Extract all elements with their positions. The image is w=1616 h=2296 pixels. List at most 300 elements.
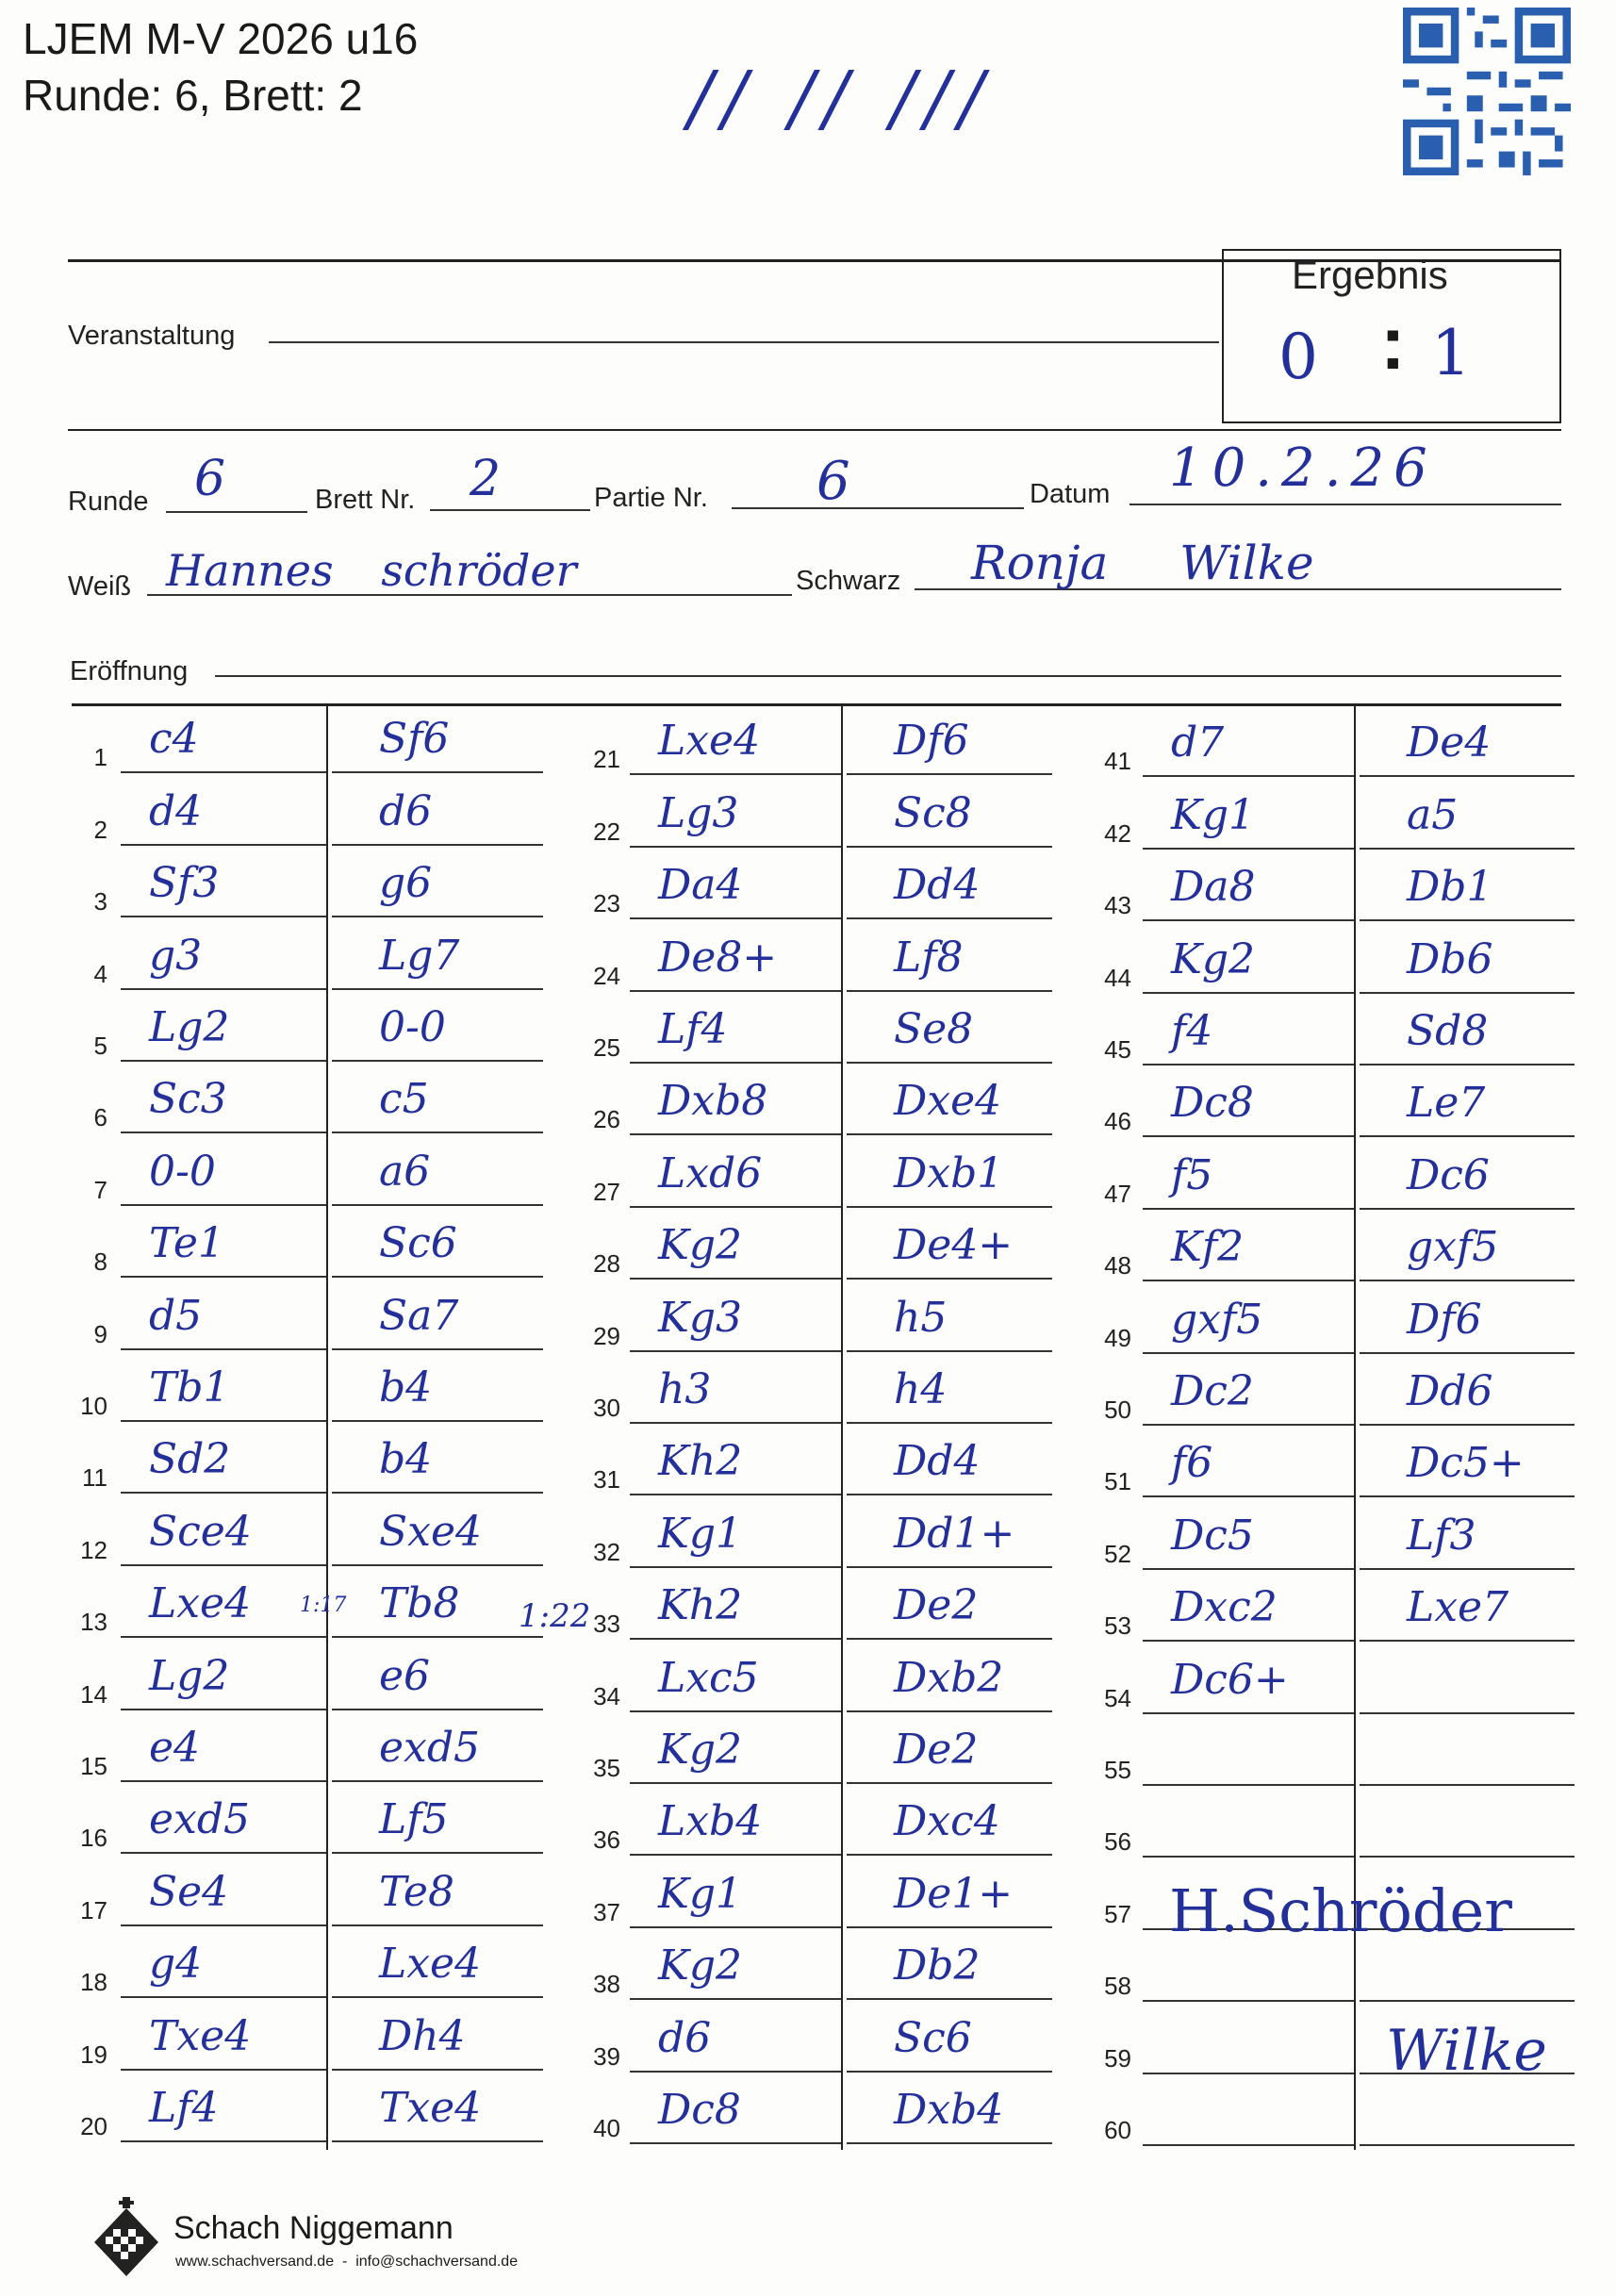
black-move-line <box>332 771 543 773</box>
move-number: 30 <box>593 1394 620 1422</box>
black-move-line <box>847 990 1052 992</box>
partie-value: 6 <box>816 451 850 512</box>
white-move-line <box>121 1131 326 1133</box>
black-move-line <box>1360 992 1575 994</box>
partie-line <box>732 507 1024 509</box>
white-move-line <box>630 1278 841 1280</box>
white-move-line <box>630 917 841 919</box>
black-move: Te8 <box>379 1867 454 1916</box>
move-number: 25 <box>593 1033 620 1062</box>
black-move-line <box>1360 775 1575 777</box>
black-move: Dxb4 <box>894 2086 1004 2134</box>
move-number: 46 <box>1104 1107 1131 1136</box>
black-move-line <box>332 1924 543 1926</box>
black-move: Txe4 <box>379 2084 482 2132</box>
datum-line <box>1130 504 1561 505</box>
move-number: 59 <box>1104 2043 1131 2073</box>
tally-marks: // // /// <box>688 57 994 141</box>
white-move-line <box>121 1204 326 1206</box>
black-move-line <box>332 988 543 990</box>
move-number: 35 <box>593 1754 620 1782</box>
white-move: Kg2 <box>658 1221 743 1270</box>
black-move-line <box>847 1638 1052 1640</box>
white-move-line <box>630 1422 841 1424</box>
black-move: De1+ <box>894 1869 1014 1918</box>
move-number: 4 <box>93 959 107 988</box>
black-move-line <box>847 1133 1052 1135</box>
black-move-line <box>332 1564 543 1566</box>
result-white: 0 <box>1278 321 1318 393</box>
white-move: Dxc2 <box>1171 1583 1278 1632</box>
move-number: 44 <box>1104 963 1131 992</box>
brett-label: Brett Nr. <box>315 485 416 515</box>
move-number: 3 <box>93 887 107 917</box>
white-move: Kg1 <box>658 1509 743 1558</box>
black-move: Dxc4 <box>894 1797 1000 1846</box>
white-move-line <box>630 1638 841 1640</box>
eroeffnung-line <box>215 675 1561 677</box>
move-number: 2 <box>93 815 107 844</box>
white-move-line <box>121 1564 326 1566</box>
white-move: Lxe4 <box>149 1579 252 1628</box>
white-move-line <box>1143 2000 1354 2002</box>
black-move-line <box>1360 1856 1575 1858</box>
white-move: g4 <box>149 1940 203 1989</box>
move-number: 41 <box>1104 747 1131 776</box>
black-move: Dc5+ <box>1407 1439 1525 1488</box>
white-move-line <box>121 988 326 990</box>
white-move-line <box>630 1926 841 1928</box>
black-move-line <box>332 1852 543 1854</box>
move-number: 13 <box>80 1608 107 1637</box>
black-move: Dd6 <box>1407 1367 1493 1415</box>
runde-line <box>166 511 307 513</box>
runde-value: 6 <box>194 451 226 507</box>
white-move: Kg2 <box>658 1726 743 1774</box>
black-move: gxf5 <box>1407 1223 1499 1272</box>
move-number: 23 <box>593 889 620 918</box>
move-number: 5 <box>93 1032 107 1060</box>
black-move: b4 <box>379 1435 433 1484</box>
black-move-line <box>847 2142 1052 2144</box>
black-move-line <box>847 1782 1052 1784</box>
runde-label: Runde <box>68 487 149 517</box>
schwarz-label: Schwarz <box>796 566 901 596</box>
black-move: Dxb1 <box>894 1148 1004 1198</box>
white-move: f6 <box>1171 1439 1213 1488</box>
white-move: Dc5 <box>1171 1511 1254 1560</box>
white-move: g3 <box>149 931 203 980</box>
black-move: Db6 <box>1407 934 1493 983</box>
black-move: De4+ <box>894 1221 1014 1270</box>
move-number: 18 <box>80 1968 107 1997</box>
move-number: 29 <box>593 1321 620 1350</box>
black-move-line <box>332 2140 543 2142</box>
black-move: Sf6 <box>379 715 450 764</box>
qr-code-icon <box>1403 8 1571 175</box>
black-move: Lf8 <box>894 933 964 982</box>
move-number: 34 <box>593 1681 620 1710</box>
white-move-line <box>121 844 326 846</box>
chess-board-logo-icon <box>91 2197 162 2278</box>
move-number: 26 <box>593 1105 620 1134</box>
white-move-line <box>121 771 326 773</box>
black-move-line <box>1360 2000 1575 2002</box>
move-number: 14 <box>80 1679 107 1709</box>
move-number: 15 <box>80 1752 107 1780</box>
move-number: 51 <box>1104 1467 1131 1496</box>
black-move: Dd4 <box>894 1437 981 1486</box>
white-move-line <box>1143 848 1354 850</box>
black-move-line <box>847 1278 1052 1280</box>
black-move: Df6 <box>1407 1295 1482 1344</box>
move-number: 28 <box>593 1249 620 1279</box>
black-move: Lg7 <box>379 931 460 980</box>
white-move-line <box>121 1996 326 1998</box>
white-move-line <box>630 1494 841 1495</box>
black-move-line <box>847 917 1052 919</box>
white-move: Da4 <box>658 861 743 910</box>
white-move: Kh2 <box>658 1581 743 1630</box>
white-move: Sc3 <box>149 1075 227 1124</box>
partie-label: Partie Nr. <box>594 483 708 513</box>
black-move-line <box>332 2069 543 2071</box>
white-move-line <box>1143 1784 1354 1786</box>
black-move: h4 <box>894 1365 948 1413</box>
black-move-line <box>332 1131 543 1133</box>
black-move: Lf3 <box>1407 1511 1476 1560</box>
datum-value: 10.2.26 <box>1169 438 1437 499</box>
white-move: Kg2 <box>658 1941 743 1990</box>
white-move: Lf4 <box>658 1005 728 1053</box>
ergebnis-box-left <box>1222 249 1224 423</box>
black-move-line <box>332 1204 543 1206</box>
brett-line <box>430 509 590 511</box>
move-number: 8 <box>93 1247 107 1277</box>
move-number: 10 <box>80 1392 107 1420</box>
white-move-line <box>630 1998 841 2000</box>
schwarz-value: Ronja Wilke <box>971 536 1314 590</box>
black-move-line <box>1360 919 1575 921</box>
white-move-line <box>630 1566 841 1568</box>
move-number: 20 <box>80 2112 107 2140</box>
white-move-line <box>121 1492 326 1494</box>
result-black: 1 <box>1431 317 1471 389</box>
clock-note-black: 1:22 <box>519 1597 591 1635</box>
black-move-line <box>847 1422 1052 1424</box>
move-number: 37 <box>593 1897 620 1926</box>
move-number: 50 <box>1104 1396 1131 1424</box>
white-move: Tb1 <box>149 1363 230 1412</box>
white-move-line <box>121 1924 326 1926</box>
eroeffnung-label: Eröffnung <box>70 656 189 686</box>
move-number: 38 <box>593 1970 620 1999</box>
white-move: Lg2 <box>149 1003 230 1051</box>
move-number: 42 <box>1104 818 1131 848</box>
white-move-line <box>121 1420 326 1422</box>
white-move-line <box>630 990 841 992</box>
black-move-line <box>1360 1568 1575 1570</box>
white-move: Lxe4 <box>658 717 761 766</box>
move-number: 7 <box>93 1175 107 1204</box>
black-move-line <box>847 846 1052 848</box>
footer-brand: Schach Niggemann <box>173 2210 453 2246</box>
black-move: exd5 <box>379 1724 481 1772</box>
move-number: 53 <box>1104 1611 1131 1641</box>
veranstaltung-line <box>269 341 1219 343</box>
black-move-line <box>847 1710 1052 1712</box>
white-move: Dc8 <box>1171 1079 1254 1128</box>
black-move-line <box>1360 848 1575 850</box>
white-move: d7 <box>1171 719 1225 768</box>
event-title: LJEM M-V 2026 u16 <box>23 14 419 63</box>
white-move: Da8 <box>1171 863 1256 912</box>
black-move-line <box>847 1566 1052 1568</box>
white-move: Kf2 <box>1171 1223 1245 1272</box>
black-move-line <box>847 773 1052 775</box>
black-move: Lxe4 <box>379 1940 482 1989</box>
black-move: De2 <box>894 1581 979 1630</box>
move-number: 33 <box>593 1610 620 1639</box>
black-move-line <box>847 1854 1052 1856</box>
white-move: De8+ <box>658 933 778 982</box>
move-number: 47 <box>1104 1179 1131 1208</box>
white-move: Lxc5 <box>658 1653 759 1702</box>
black-move-line <box>1360 1064 1575 1065</box>
ergebnis-box-top <box>1222 249 1561 251</box>
column-divider <box>326 705 328 2150</box>
white-move-line <box>121 1276 326 1278</box>
black-move: a5 <box>1407 790 1459 839</box>
black-move-line <box>847 1206 1052 1208</box>
black-move-line <box>1360 2144 1575 2146</box>
move-number: 19 <box>80 2040 107 2069</box>
white-move: c4 <box>149 715 199 764</box>
white-move-line <box>1143 2144 1354 2146</box>
white-move-line <box>121 1780 326 1782</box>
white-move-line <box>630 1133 841 1135</box>
move-number: 54 <box>1104 1683 1131 1712</box>
black-move: Sc6 <box>379 1219 457 1268</box>
black-move-line <box>332 844 543 846</box>
black-move-line <box>847 2071 1052 2073</box>
black-move: Dd4 <box>894 861 981 910</box>
move-number: 40 <box>593 2114 620 2142</box>
white-move-line <box>630 2142 841 2144</box>
black-move-line <box>332 1636 543 1638</box>
white-move: Dc8 <box>658 2086 741 2134</box>
move-number: 16 <box>80 1824 107 1853</box>
black-move-line <box>332 1780 543 1782</box>
weiss-value: Hannes schröder <box>166 545 577 596</box>
black-move: Sxe4 <box>379 1507 482 1556</box>
white-move-line <box>1143 1208 1354 1210</box>
white-move-line <box>1143 1568 1354 1570</box>
white-move-line <box>1143 1640 1354 1642</box>
white-move: e4 <box>149 1724 201 1772</box>
move-number: 49 <box>1104 1323 1131 1352</box>
black-move-line <box>332 1492 543 1494</box>
black-move: Dxb2 <box>894 1653 1004 1702</box>
black-move: Dd1+ <box>894 1509 1015 1558</box>
white-move-line <box>630 2071 841 2073</box>
ergebnis-box-right <box>1559 249 1561 423</box>
signature-white: H.Schröder <box>1169 1876 1512 1945</box>
white-move-line <box>1143 1135 1354 1137</box>
black-move: b4 <box>379 1363 433 1412</box>
white-move-line <box>1143 1495 1354 1497</box>
white-move: Lf4 <box>149 2084 219 2132</box>
move-number: 52 <box>1104 1539 1131 1568</box>
black-move-line <box>847 1062 1052 1064</box>
black-move: Sd8 <box>1407 1007 1489 1055</box>
black-move-line <box>332 916 543 917</box>
black-move: Df6 <box>894 717 969 766</box>
white-move-line <box>121 2140 326 2142</box>
move-number: 11 <box>82 1463 107 1493</box>
move-number: 31 <box>593 1465 620 1495</box>
white-move: h3 <box>658 1365 712 1413</box>
white-move: d5 <box>149 1291 203 1340</box>
black-move-line <box>332 1996 543 1998</box>
white-move-line <box>121 2069 326 2071</box>
black-move: Lxe7 <box>1407 1583 1509 1632</box>
white-move: Kg3 <box>658 1293 743 1342</box>
move-number: 43 <box>1104 891 1131 920</box>
black-move-line <box>847 1998 1052 2000</box>
white-move: d4 <box>149 786 203 835</box>
black-move: Dh4 <box>379 2011 466 2060</box>
black-move: Db2 <box>894 1941 981 1990</box>
move-number: 55 <box>1104 1756 1131 1784</box>
black-move: g6 <box>379 859 433 908</box>
black-move: Lf5 <box>379 1795 449 1844</box>
white-move-line <box>1143 1352 1354 1354</box>
datum-label: Datum <box>1030 479 1111 509</box>
white-move-line <box>1143 775 1354 777</box>
white-move: f4 <box>1171 1007 1213 1055</box>
footer-contact: www.schachversand.de - info@schachversand.de <box>175 2254 519 2270</box>
white-move-line <box>121 1060 326 1062</box>
black-move: d6 <box>379 786 433 835</box>
move-number: 39 <box>593 2041 620 2071</box>
white-move-line <box>121 1852 326 1854</box>
black-move: De2 <box>894 1726 979 1774</box>
black-move-line <box>332 1276 543 1278</box>
white-move: Kh2 <box>658 1437 743 1486</box>
white-move: f5 <box>1171 1150 1213 1199</box>
black-move: De4 <box>1407 719 1492 768</box>
white-move-line <box>1143 992 1354 994</box>
white-move-line <box>1143 919 1354 921</box>
white-move-line <box>630 1710 841 1712</box>
black-move: Db1 <box>1407 863 1493 912</box>
black-move: Tb8 <box>379 1579 460 1628</box>
white-move: 0-0 <box>149 1147 216 1196</box>
white-move-line <box>630 846 841 848</box>
black-move-line <box>1360 1352 1575 1354</box>
white-move-line <box>1143 1856 1354 1858</box>
black-move-line <box>332 1420 543 1422</box>
white-move: Se4 <box>149 1867 229 1916</box>
white-move-line <box>121 916 326 917</box>
white-move: Dc2 <box>1171 1367 1254 1415</box>
ergebnis-box-bottom <box>1222 421 1561 423</box>
white-move-line <box>630 1206 841 1208</box>
white-move: Te1 <box>149 1219 224 1268</box>
white-move-line <box>630 1782 841 1784</box>
move-number: 56 <box>1104 1827 1131 1857</box>
white-move-line <box>121 1709 326 1710</box>
move-number: 1 <box>93 743 107 772</box>
black-move: a6 <box>379 1147 431 1196</box>
black-move-line <box>1360 1135 1575 1137</box>
white-move: Sd2 <box>149 1435 231 1484</box>
black-move: h5 <box>894 1293 948 1342</box>
black-move-line <box>1360 1640 1575 1642</box>
white-move: gxf5 <box>1171 1295 1263 1344</box>
veranstaltung-label: Veranstaltung <box>68 321 236 351</box>
move-number: 9 <box>93 1319 107 1348</box>
column-divider <box>841 705 843 2150</box>
white-move-line <box>630 1350 841 1352</box>
move-number: 17 <box>80 1895 107 1924</box>
black-move: Le7 <box>1407 1079 1486 1128</box>
white-move: Kg2 <box>1171 934 1256 983</box>
white-move: Lg3 <box>658 788 739 837</box>
white-move-line <box>1143 1424 1354 1426</box>
white-move: Kg1 <box>1171 790 1256 839</box>
black-move-line <box>1360 1495 1575 1497</box>
black-move-line <box>332 1348 543 1350</box>
black-move: 0-0 <box>379 1003 446 1051</box>
white-move: Dc6+ <box>1171 1655 1289 1704</box>
black-move-line <box>1360 1280 1575 1281</box>
ergebnis-label: Ergebnis <box>1292 253 1448 297</box>
move-number: 48 <box>1104 1251 1131 1280</box>
white-move-line <box>630 1854 841 1856</box>
white-move: Dxb8 <box>658 1077 768 1126</box>
black-move: e6 <box>379 1651 431 1700</box>
moves-top-rule <box>72 703 1561 706</box>
white-move: Kg1 <box>658 1869 743 1918</box>
white-move-line <box>1143 1064 1354 1065</box>
move-number: 32 <box>593 1537 620 1566</box>
middle-rule <box>68 429 1561 431</box>
white-move-line <box>121 1636 326 1638</box>
white-move-line <box>630 1062 841 1064</box>
black-move-line <box>1360 1712 1575 1714</box>
move-number: 6 <box>93 1103 107 1132</box>
black-move: Se8 <box>894 1005 974 1053</box>
move-number: 27 <box>593 1177 620 1206</box>
round-title: Runde: 6, Brett: 2 <box>23 71 363 120</box>
white-move-line <box>121 1348 326 1350</box>
brett-value: 2 <box>470 451 502 507</box>
white-move: Lxb4 <box>658 1797 763 1846</box>
black-move-line <box>847 1926 1052 1928</box>
white-move-line <box>1143 1712 1354 1714</box>
black-move-line <box>847 1494 1052 1495</box>
move-number: 60 <box>1104 2116 1131 2144</box>
move-number: 58 <box>1104 1972 1131 2001</box>
white-move: d6 <box>658 2013 712 2062</box>
move-number: 12 <box>80 1535 107 1564</box>
move-number: 21 <box>593 745 620 774</box>
black-move: Dc6 <box>1407 1150 1490 1199</box>
move-number: 24 <box>593 961 620 990</box>
white-move: Sf3 <box>149 859 220 908</box>
